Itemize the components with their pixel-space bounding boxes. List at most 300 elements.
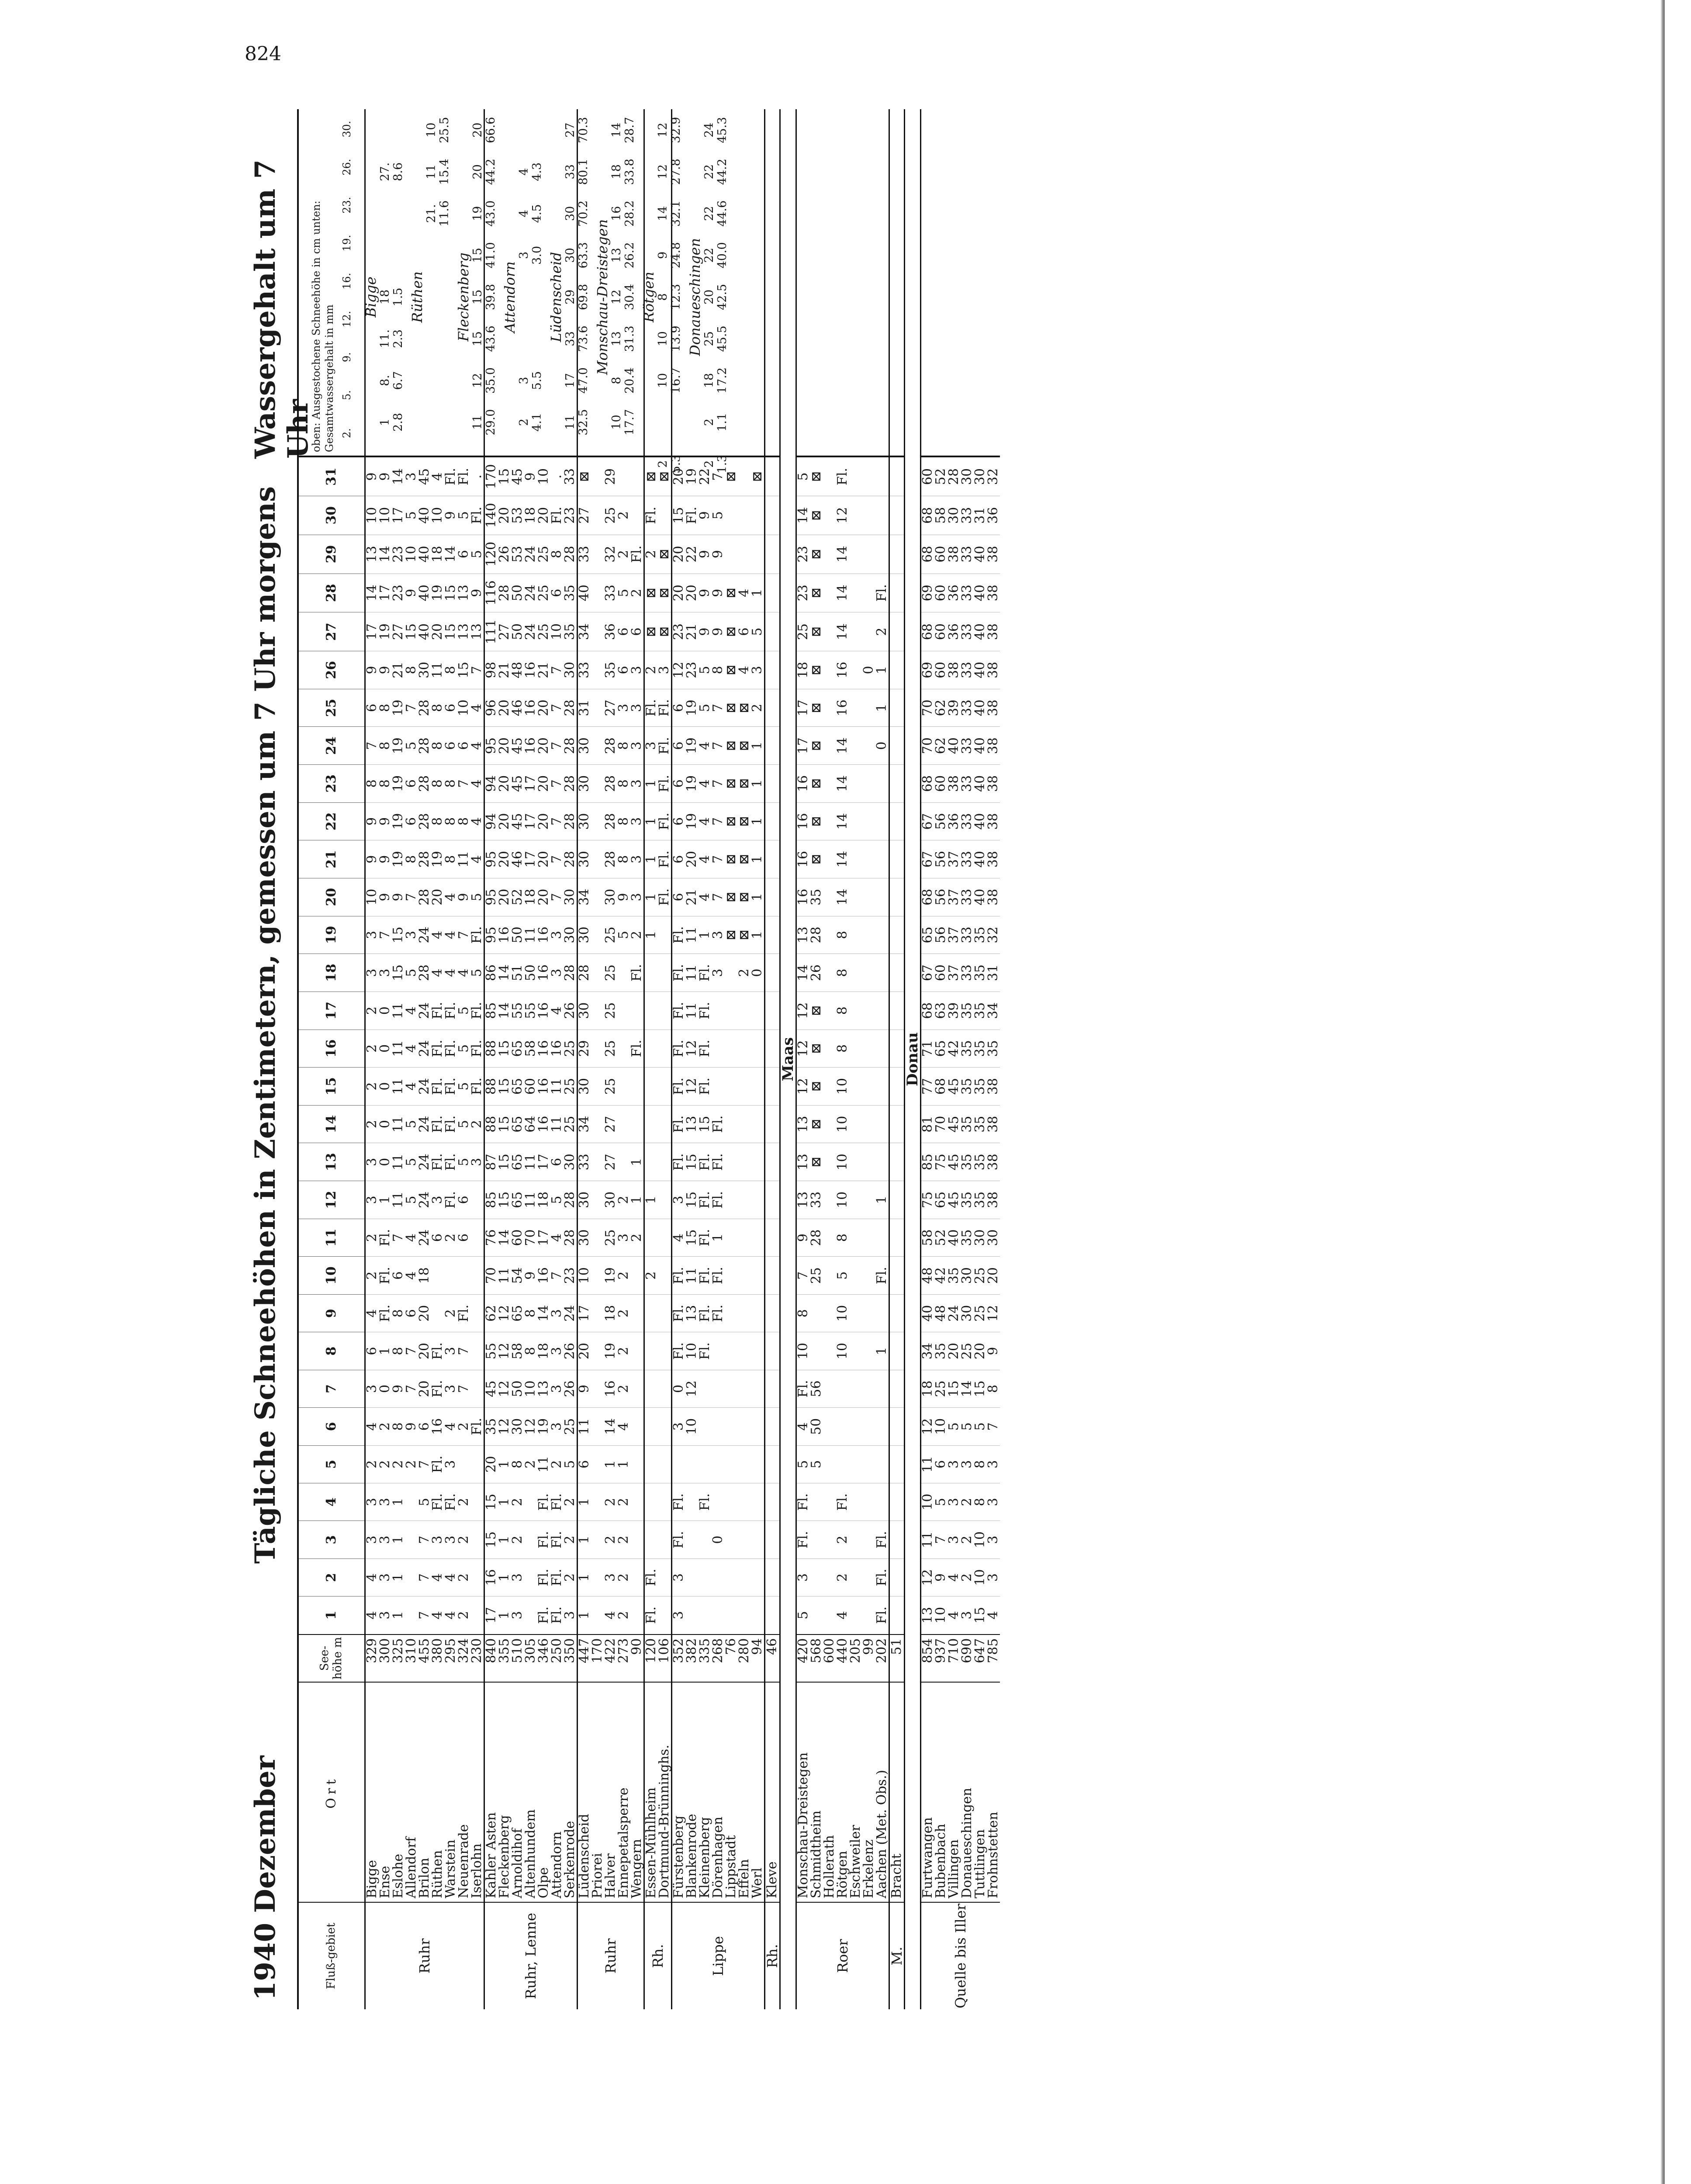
- day-value: [765, 651, 780, 689]
- day-value: 15: [444, 574, 457, 612]
- flussgebiet-cell: Ruhr: [365, 1902, 484, 2009]
- day-value: [765, 1068, 780, 1106]
- wassergehalt-value: 27: [564, 122, 577, 138]
- day-value: 4: [365, 1597, 379, 1635]
- day-value: [765, 496, 780, 535]
- wassergehalt-cell: [849, 109, 862, 456]
- day-value: 3: [630, 765, 644, 803]
- day-value: 4: [405, 992, 418, 1030]
- day-value: 10: [836, 1143, 849, 1181]
- station-hoehe: 205: [849, 1635, 862, 1683]
- day-value: Fl.: [658, 878, 672, 916]
- day-value: 14: [836, 840, 849, 878]
- table-row: [810, 109, 823, 2009]
- day-value: 17: [524, 840, 537, 878]
- day-value: [862, 1105, 875, 1143]
- day-value: 5: [457, 992, 470, 1030]
- day-value: 5: [699, 651, 712, 689]
- wassergehalt-days: [340, 110, 353, 452]
- day-value: 3: [405, 916, 418, 954]
- day-value: 51: [511, 954, 524, 992]
- station-name: Rötgen: [836, 1682, 849, 1902]
- day-value: [823, 765, 836, 803]
- day-value: [658, 1257, 672, 1295]
- wassergehalt-bottom-row: [484, 109, 497, 485]
- day-value: 11: [685, 916, 699, 954]
- day-value: 27: [604, 689, 617, 727]
- day-value: 1: [498, 1483, 511, 1521]
- day-value: 1: [630, 1143, 644, 1181]
- day-value: 3: [365, 1521, 379, 1559]
- day-value: ⊠: [725, 651, 738, 689]
- wassergehalt-cell: [810, 109, 823, 456]
- day-value: 69: [921, 574, 935, 612]
- day-value: 6: [457, 1181, 470, 1219]
- day-value: 85: [921, 1143, 935, 1181]
- day-value: [658, 1521, 672, 1559]
- day-value: [591, 992, 604, 1030]
- day-value: [617, 992, 630, 1030]
- day-value: .: [470, 456, 484, 496]
- day-value: Fl.: [431, 1370, 444, 1407]
- day-value: [875, 1445, 889, 1483]
- station-name: Aachen (Met. Obs.): [875, 1682, 889, 1902]
- station-hoehe: 170: [591, 1635, 604, 1683]
- day-value: [889, 1408, 905, 1445]
- header-day: 19: [298, 916, 365, 954]
- station-hoehe: 690: [961, 1635, 974, 1683]
- day-value: 65: [511, 1068, 524, 1106]
- day-value: 16: [836, 689, 849, 727]
- wassergehalt-cell: [751, 109, 765, 456]
- day-value: 5: [405, 1143, 418, 1181]
- day-value: [823, 1483, 836, 1521]
- day-value: 2: [604, 1483, 617, 1521]
- title-main: Tägliche Schneehöhen in Zentimetern, gemessen um 7 Uhr morgens: [249, 486, 282, 1564]
- station-hoehe: 230: [470, 1635, 484, 1683]
- day-value: [862, 1295, 875, 1332]
- day-value: 3: [564, 1597, 577, 1635]
- day-value: [823, 992, 836, 1030]
- station-hoehe: 380: [431, 1635, 444, 1683]
- day-value: 28: [564, 954, 577, 992]
- day-value: 13: [796, 1181, 810, 1219]
- day-value: 14: [537, 1295, 550, 1332]
- day-value: 21: [685, 878, 699, 916]
- day-value: 11: [685, 1257, 699, 1295]
- day-value: 40: [974, 840, 987, 878]
- table-row: [875, 109, 889, 2009]
- day-value: [725, 1332, 738, 1370]
- day-value: 10: [974, 1521, 987, 1559]
- day-value: [712, 1030, 725, 1068]
- day-value: 35: [974, 1030, 987, 1068]
- day-value: 2: [617, 1521, 630, 1559]
- day-value: Fl.: [431, 1105, 444, 1143]
- day-value: [591, 1295, 604, 1332]
- day-value: 30: [577, 802, 591, 840]
- day-value: [849, 456, 862, 496]
- day-value: 10: [685, 1332, 699, 1370]
- day-value: 81: [921, 1105, 935, 1143]
- day-value: 2: [511, 1521, 524, 1559]
- section-label: Donau: [905, 109, 921, 2009]
- day-value: [765, 802, 780, 840]
- day-value: [823, 456, 836, 496]
- day-value: 33: [961, 535, 974, 574]
- table-header-row: [298, 109, 365, 2009]
- day-value: 3: [604, 1559, 617, 1596]
- day-value: 58: [511, 1332, 524, 1370]
- header-day: 30: [298, 496, 365, 535]
- day-value: 1: [875, 689, 889, 727]
- station-name: Effeln: [738, 1682, 751, 1902]
- day-value: [862, 1370, 875, 1407]
- day-value: [738, 1219, 751, 1257]
- station-name: Lippstadt: [725, 1682, 738, 1902]
- day-value: ⊠: [658, 574, 672, 612]
- day-value: 58: [921, 1219, 935, 1257]
- day-value: 9: [470, 574, 484, 612]
- wassergehalt-value: [610, 443, 623, 485]
- day-value: [751, 1068, 765, 1106]
- day-value: 8: [431, 802, 444, 840]
- day-value: 140: [484, 496, 498, 535]
- day-value: 7: [550, 727, 564, 765]
- day-value: 11: [431, 651, 444, 689]
- day-value: [591, 1181, 604, 1219]
- day-value: [617, 1105, 630, 1143]
- wassergehalt-value: 10: [610, 415, 623, 430]
- day-value: 10: [836, 1105, 849, 1143]
- day-value: Fl.: [470, 1030, 484, 1068]
- wassergehalt-top-row: [702, 109, 716, 485]
- day-value: 26: [810, 954, 823, 992]
- day-value: [591, 954, 604, 992]
- day-value: 28: [604, 802, 617, 840]
- station-hoehe: 420: [796, 1635, 810, 1683]
- day-value: [849, 574, 862, 612]
- day-value: 3: [987, 1483, 1000, 1521]
- station-name: Eschweiler: [849, 1682, 862, 1902]
- day-value: 19: [379, 612, 392, 651]
- day-value: [875, 992, 889, 1030]
- day-value: 45: [948, 1068, 961, 1106]
- day-value: 7: [418, 1521, 431, 1559]
- header-flussgebiet: Fluß-gebiet: [298, 1902, 365, 2009]
- day-value: Fl.: [444, 1181, 457, 1219]
- day-value: 60: [511, 1219, 524, 1257]
- day-value: 2: [564, 1559, 577, 1596]
- day-value: [630, 1332, 644, 1370]
- day-value: 4: [470, 727, 484, 765]
- day-value: [823, 1219, 836, 1257]
- wassergehalt-value: 4: [517, 168, 531, 176]
- day-value: [862, 1257, 875, 1295]
- day-value: 6: [457, 535, 470, 574]
- day-value: [591, 496, 604, 535]
- day-value: [849, 1483, 862, 1521]
- day-value: [738, 1597, 751, 1635]
- day-value: [765, 992, 780, 1030]
- day-value: 14: [379, 535, 392, 574]
- day-value: 3: [365, 954, 379, 992]
- day-value: 4: [948, 1597, 961, 1635]
- day-value: 4: [431, 1597, 444, 1635]
- day-value: [889, 727, 905, 765]
- day-value: 24: [524, 574, 537, 612]
- day-value: [875, 1408, 889, 1445]
- day-value: 16: [796, 802, 810, 840]
- day-value: 69: [921, 651, 935, 689]
- day-value: [457, 1257, 470, 1295]
- day-value: 6: [672, 765, 686, 803]
- day-value: [889, 1597, 905, 1635]
- day-value: 11: [457, 840, 470, 878]
- day-value: 28: [418, 802, 431, 840]
- wassergehalt-top-row: [610, 109, 623, 485]
- section-row: [780, 109, 796, 2009]
- day-value: 40: [974, 612, 987, 651]
- day-value: 30: [974, 456, 987, 496]
- day-value: [765, 1181, 780, 1219]
- day-value: Fl.: [875, 574, 889, 612]
- day-value: [591, 1143, 604, 1181]
- day-value: 3: [630, 689, 644, 727]
- day-value: 2: [604, 1521, 617, 1559]
- day-value: 6: [405, 1295, 418, 1332]
- wassergehalt-value: 12.3: [669, 283, 683, 311]
- day-value: 4: [470, 689, 484, 727]
- day-value: 65: [934, 1030, 948, 1068]
- wassergehalt-value: 32.1: [669, 200, 683, 227]
- wassergehalt-value: [425, 443, 438, 485]
- wassergehalt-value: [378, 443, 391, 485]
- day-value: 19: [685, 802, 699, 840]
- day-value: 55: [524, 992, 537, 1030]
- day-value: Fl.: [699, 1219, 712, 1257]
- wassergehalt-day: 16.: [341, 273, 353, 290]
- day-value: 8: [524, 1332, 537, 1370]
- station-hoehe: 382: [685, 1635, 699, 1683]
- station-hoehe: 99: [862, 1635, 875, 1683]
- day-value: [823, 916, 836, 954]
- wassergehalt-value: [484, 443, 497, 485]
- wassergehalt-value: [530, 109, 543, 151]
- day-value: 3: [987, 1559, 1000, 1596]
- wassergehalt-value: 30: [564, 206, 577, 221]
- day-value: 31: [974, 496, 987, 535]
- day-value: 40: [418, 612, 431, 651]
- day-value: [889, 916, 905, 954]
- day-value: Fl.: [470, 496, 484, 535]
- day-value: [862, 1408, 875, 1445]
- day-value: Fl.: [875, 1559, 889, 1596]
- day-value: [836, 1370, 849, 1407]
- day-value: Fl.: [537, 1597, 550, 1635]
- day-value: 28: [418, 727, 431, 765]
- day-value: 58: [524, 1030, 537, 1068]
- day-value: 58: [934, 496, 948, 535]
- day-value: 33: [961, 840, 974, 878]
- table-row: [921, 109, 935, 2009]
- day-value: 24: [418, 1181, 431, 1219]
- day-value: 1: [498, 1445, 511, 1483]
- day-value: 20: [537, 689, 550, 727]
- day-value: [725, 1408, 738, 1445]
- day-value: ⊠: [725, 840, 738, 878]
- station-hoehe: 324: [457, 1635, 470, 1683]
- day-value: 2: [457, 1597, 470, 1635]
- wassergehalt-value: 17.7: [623, 409, 636, 435]
- day-value: 13: [796, 916, 810, 954]
- day-value: 50: [810, 1408, 823, 1445]
- day-value: 17: [537, 1219, 550, 1257]
- day-value: 40: [418, 535, 431, 574]
- wassergehalt-top-row: [656, 109, 669, 485]
- day-value: 70: [921, 689, 935, 727]
- day-value: 3: [712, 954, 725, 992]
- day-value: 16: [524, 689, 537, 727]
- table-row: [974, 109, 987, 2009]
- day-value: 13: [685, 1295, 699, 1332]
- day-value: 25: [604, 1030, 617, 1068]
- day-value: 28: [604, 765, 617, 803]
- wassergehalt-cell: [862, 109, 875, 456]
- day-value: 25: [961, 1332, 974, 1370]
- station-name: Kleinenberg: [699, 1682, 712, 1902]
- day-value: [875, 1219, 889, 1257]
- day-value: 11: [498, 1257, 511, 1295]
- day-value: [849, 802, 862, 840]
- station-hoehe: 568: [810, 1635, 823, 1683]
- day-value: [765, 456, 780, 496]
- day-value: 32: [987, 916, 1000, 954]
- day-value: 25: [537, 535, 550, 574]
- header-day: 28: [298, 574, 365, 612]
- day-value: 75: [921, 1181, 935, 1219]
- day-value: 1: [392, 1597, 405, 1635]
- day-value: Fl.: [431, 1445, 444, 1483]
- day-value: 11: [392, 992, 405, 1030]
- day-value: 33: [577, 1143, 591, 1181]
- day-value: 35: [987, 1030, 1000, 1068]
- day-value: 7: [712, 840, 725, 878]
- day-value: 5: [564, 1445, 577, 1483]
- day-value: [849, 1332, 862, 1370]
- day-value: 9: [379, 802, 392, 840]
- day-value: [470, 1559, 484, 1596]
- day-value: 30: [577, 1181, 591, 1219]
- wassergehalt-value: 25: [702, 331, 716, 346]
- day-value: 1: [392, 1483, 405, 1521]
- day-value: 21: [537, 651, 550, 689]
- day-value: [591, 802, 604, 840]
- day-value: 45: [511, 765, 524, 803]
- day-value: 5: [470, 954, 484, 992]
- day-value: 2: [365, 1068, 379, 1106]
- day-value: 9: [392, 878, 405, 916]
- day-value: 5: [457, 1030, 470, 1068]
- day-value: [405, 1559, 418, 1596]
- day-value: 11: [921, 1521, 935, 1559]
- day-value: 20: [685, 574, 699, 612]
- wassergehalt-block: [409, 109, 451, 485]
- day-value: 40: [948, 1219, 961, 1257]
- wassergehalt-value: 3: [517, 377, 531, 384]
- day-value: ⊠: [810, 1030, 823, 1068]
- day-value: [685, 1445, 699, 1483]
- day-value: 96: [484, 689, 498, 727]
- table-title: [245, 109, 315, 2009]
- station-hoehe: 352: [672, 1635, 686, 1683]
- day-value: [765, 1559, 780, 1596]
- day-value: Fl.: [672, 1105, 686, 1143]
- day-value: 3: [550, 1370, 564, 1407]
- day-value: 3: [630, 727, 644, 765]
- day-value: [765, 1219, 780, 1257]
- day-value: 56: [934, 878, 948, 916]
- wassergehalt-value: 24: [702, 122, 716, 138]
- wassergehalt-value: 11: [564, 415, 577, 430]
- day-value: 2: [617, 1257, 630, 1295]
- day-value: 24: [524, 612, 537, 651]
- wassergehalt-value: 14: [610, 122, 623, 138]
- day-value: 23: [392, 574, 405, 612]
- day-value: 16: [796, 765, 810, 803]
- day-value: ⊠: [810, 456, 823, 496]
- day-value: 68: [921, 878, 935, 916]
- day-value: ⊠: [810, 1068, 823, 1106]
- day-value: [524, 1521, 537, 1559]
- day-value: 33: [961, 651, 974, 689]
- day-value: 2: [617, 1370, 630, 1407]
- day-value: [725, 1483, 738, 1521]
- day-value: 25: [974, 1295, 987, 1332]
- day-value: 12: [987, 1295, 1000, 1332]
- day-value: 48: [511, 651, 524, 689]
- day-value: [765, 765, 780, 803]
- day-value: 28: [564, 802, 577, 840]
- day-value: [823, 802, 836, 840]
- day-value: [862, 1181, 875, 1219]
- day-value: 35: [948, 1257, 961, 1295]
- day-value: 71: [921, 1030, 935, 1068]
- wassergehalt-value: [378, 109, 391, 151]
- day-value: [470, 1257, 484, 1295]
- day-value: 4: [365, 1559, 379, 1596]
- day-value: 7: [418, 1597, 431, 1635]
- day-value: 21: [685, 612, 699, 651]
- day-value: ⊠: [810, 802, 823, 840]
- station-hoehe: 51: [889, 1635, 905, 1683]
- day-value: 0: [862, 651, 875, 689]
- day-value: 35: [961, 1181, 974, 1219]
- header-day: 26: [298, 651, 365, 689]
- wassergehalt-top-row: [564, 109, 577, 485]
- day-value: 65: [511, 1030, 524, 1068]
- day-value: [738, 456, 751, 496]
- day-value: [712, 992, 725, 1030]
- day-value: 1: [630, 1181, 644, 1219]
- wassergehalt-value: 13.9: [669, 325, 683, 352]
- wassergehalt-value: 35.0: [484, 367, 498, 394]
- day-value: 20: [418, 1332, 431, 1370]
- day-value: [751, 1597, 765, 1635]
- day-value: 26: [498, 535, 511, 574]
- day-value: 95: [484, 727, 498, 765]
- day-value: 4: [444, 954, 457, 992]
